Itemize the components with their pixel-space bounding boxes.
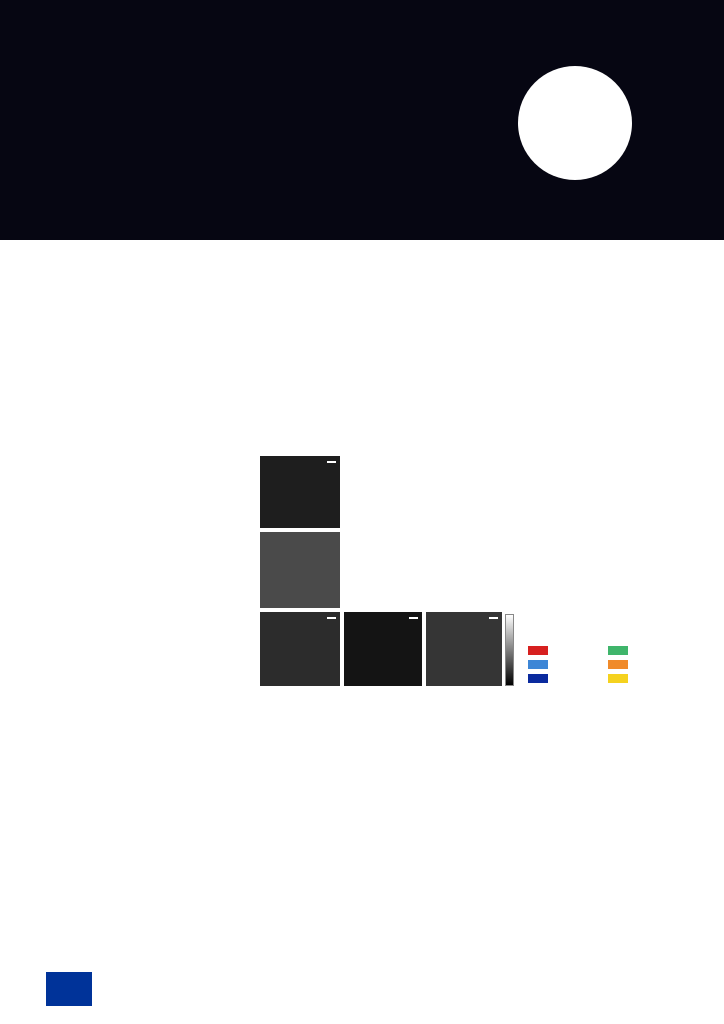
srs-image-tile-a — [260, 456, 340, 528]
legend-swatch — [528, 646, 548, 655]
legend-swatch — [608, 674, 628, 683]
srs-image-tile-e — [426, 612, 502, 686]
article-column-3 — [480, 718, 680, 730]
eu-flag-icon — [46, 972, 92, 1006]
header-banner — [0, 0, 724, 240]
reconstructed-map — [346, 470, 502, 608]
legend-bf1 — [528, 646, 551, 655]
legend-bf2 — [528, 660, 551, 669]
colorbar — [505, 614, 514, 686]
srs-spectra-h — [520, 552, 680, 644]
srs-image-tile-c — [260, 612, 340, 686]
scale-bar — [327, 461, 336, 463]
eu-stars — [46, 972, 92, 1006]
musiq-logo — [518, 66, 632, 180]
legend-swatch — [528, 674, 548, 683]
legend-swatch — [608, 660, 628, 669]
legend-peg6000 — [608, 646, 631, 655]
legend-swatch — [528, 660, 548, 669]
srs-image-tile-b — [260, 532, 340, 608]
scale-bar — [327, 617, 336, 619]
scale-bar — [409, 617, 418, 619]
raman-spectra-g — [520, 456, 680, 554]
figure-1 — [258, 448, 682, 692]
legend-mannitol — [608, 660, 631, 669]
scale-bar — [489, 617, 498, 619]
article-column-2 — [262, 718, 468, 730]
legend-swatch — [608, 646, 628, 655]
legend-background — [528, 674, 551, 683]
srs-image-tile-d — [344, 612, 422, 686]
article-column-1 — [46, 466, 248, 478]
legend-starch — [608, 674, 631, 683]
